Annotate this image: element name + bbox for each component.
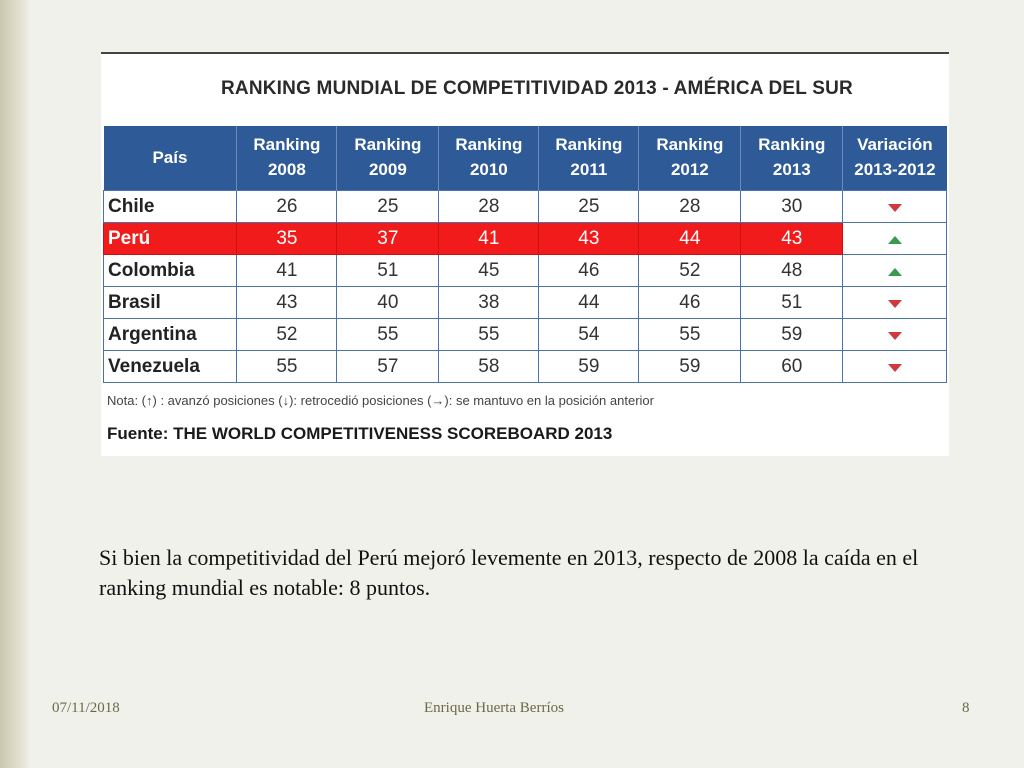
table-note: Nota: (↑) : avanzó posiciones (↓): retrocedió posiciones (→): se mantuvo en la posición anterior — [107, 393, 654, 408]
ranking-cell: 51 — [741, 287, 843, 319]
header-line-1: Ranking — [253, 135, 321, 155]
table-header-cell — [439, 126, 539, 191]
ranking-cell: 57 — [337, 351, 439, 383]
ranking-cell: 41 — [439, 223, 539, 255]
ranking-cell: 51 — [337, 255, 439, 287]
ranking-cell: 45 — [439, 255, 539, 287]
header-line-1: Ranking — [555, 135, 623, 155]
ranking-cell: 25 — [539, 191, 639, 223]
table-row — [104, 191, 947, 223]
variation-cell — [843, 287, 947, 319]
table-row — [104, 351, 947, 383]
table-header-cell — [337, 126, 439, 191]
variation-cell — [843, 255, 947, 287]
table-header-cell — [104, 126, 237, 191]
ranking-cell: 46 — [539, 255, 639, 287]
down-arrow-icon — [888, 300, 902, 308]
ranking-cell: 41 — [237, 255, 337, 287]
up-arrow-icon — [888, 236, 902, 244]
header-line-2: 2011 — [570, 160, 608, 179]
ranking-cell: 52 — [237, 319, 337, 351]
table-row — [104, 255, 947, 287]
ranking-cell: 55 — [337, 319, 439, 351]
table-header-row — [104, 126, 947, 191]
header-line-2: 2009 — [368, 160, 407, 179]
ranking-cell: 48 — [741, 255, 843, 287]
up-arrow-icon — [888, 268, 902, 276]
ranking-cell: 54 — [539, 319, 639, 351]
footer-date: 07/11/2018 — [52, 700, 120, 716]
table-row — [104, 223, 947, 255]
ranking-cell: 59 — [639, 351, 741, 383]
ranking-cell: 25 — [337, 191, 439, 223]
ranking-cell: 52 — [639, 255, 741, 287]
header-line-2: 2013-2012 — [854, 160, 936, 179]
ranking-cell: 59 — [741, 319, 843, 351]
country-cell: Argentina — [104, 319, 237, 351]
ranking-cell: 38 — [439, 287, 539, 319]
table-header-cell — [237, 126, 337, 191]
header-line-2: 2008 — [267, 160, 306, 179]
variation-cell — [843, 351, 947, 383]
ranking-cell: 28 — [439, 191, 539, 223]
down-arrow-icon — [888, 204, 902, 212]
country-cell: Colombia — [104, 255, 237, 287]
ranking-cell: 55 — [639, 319, 741, 351]
ranking-table-image — [101, 52, 949, 456]
footer-page-number: 8 — [962, 700, 970, 716]
ranking-cell: 35 — [237, 223, 337, 255]
ranking-cell: 44 — [539, 287, 639, 319]
table-header-cell — [639, 126, 741, 191]
ranking-cell: 55 — [237, 351, 337, 383]
table-header-cell — [539, 126, 639, 191]
header-line-1: Ranking — [758, 135, 826, 155]
table-header-cell — [741, 126, 843, 191]
ranking-cell: 46 — [639, 287, 741, 319]
slide-side-bar — [0, 0, 30, 768]
header-line-2: 2013 — [772, 160, 811, 179]
ranking-cell: 60 — [741, 351, 843, 383]
header-line-1: Variación — [857, 135, 933, 155]
ranking-cell: 26 — [237, 191, 337, 223]
header-line-1: Ranking — [656, 135, 724, 155]
header-line-1: Ranking — [354, 135, 422, 155]
table-source: Fuente: THE WORLD COMPETITIVENESS SCOREBOARD 2013 — [107, 424, 613, 443]
ranking-cell: 28 — [639, 191, 741, 223]
slide-caption: Si bien la competitividad del Perú mejoró levemente en 2013, respecto de 2008 la caída en el ranking mundial es notable: 8 puntos. — [99, 545, 919, 600]
table-row — [104, 319, 947, 351]
variation-cell — [843, 191, 947, 223]
table-title: RANKING MUNDIAL DE COMPETITIVIDAD 2013 - AMÉRICA DEL SUR — [221, 78, 853, 99]
variation-cell — [843, 319, 947, 351]
country-cell: Brasil — [104, 287, 237, 319]
ranking-cell: 44 — [639, 223, 741, 255]
ranking-cell: 30 — [741, 191, 843, 223]
down-arrow-icon — [888, 364, 902, 372]
down-arrow-icon — [888, 332, 902, 340]
variation-cell — [843, 223, 947, 255]
table-header-cell — [843, 126, 947, 191]
country-cell: Perú — [104, 223, 237, 255]
ranking-cell: 43 — [741, 223, 843, 255]
ranking-cell: 43 — [539, 223, 639, 255]
ranking-cell: 59 — [539, 351, 639, 383]
header-line-2: 2010 — [469, 160, 508, 179]
header-line-2: 2012 — [670, 160, 709, 179]
ranking-table — [103, 126, 947, 383]
ranking-cell: 55 — [439, 319, 539, 351]
ranking-cell: 40 — [337, 287, 439, 319]
country-cell: Chile — [104, 191, 237, 223]
table-body — [104, 191, 947, 383]
header-line-1: Ranking — [455, 135, 523, 155]
header-line-1: País — [152, 147, 188, 167]
table-row — [104, 287, 947, 319]
footer-author: Enrique Huerta Berríos — [424, 700, 564, 716]
country-cell: Venezuela — [104, 351, 237, 383]
ranking-cell: 43 — [237, 287, 337, 319]
ranking-cell: 37 — [337, 223, 439, 255]
ranking-cell: 58 — [439, 351, 539, 383]
